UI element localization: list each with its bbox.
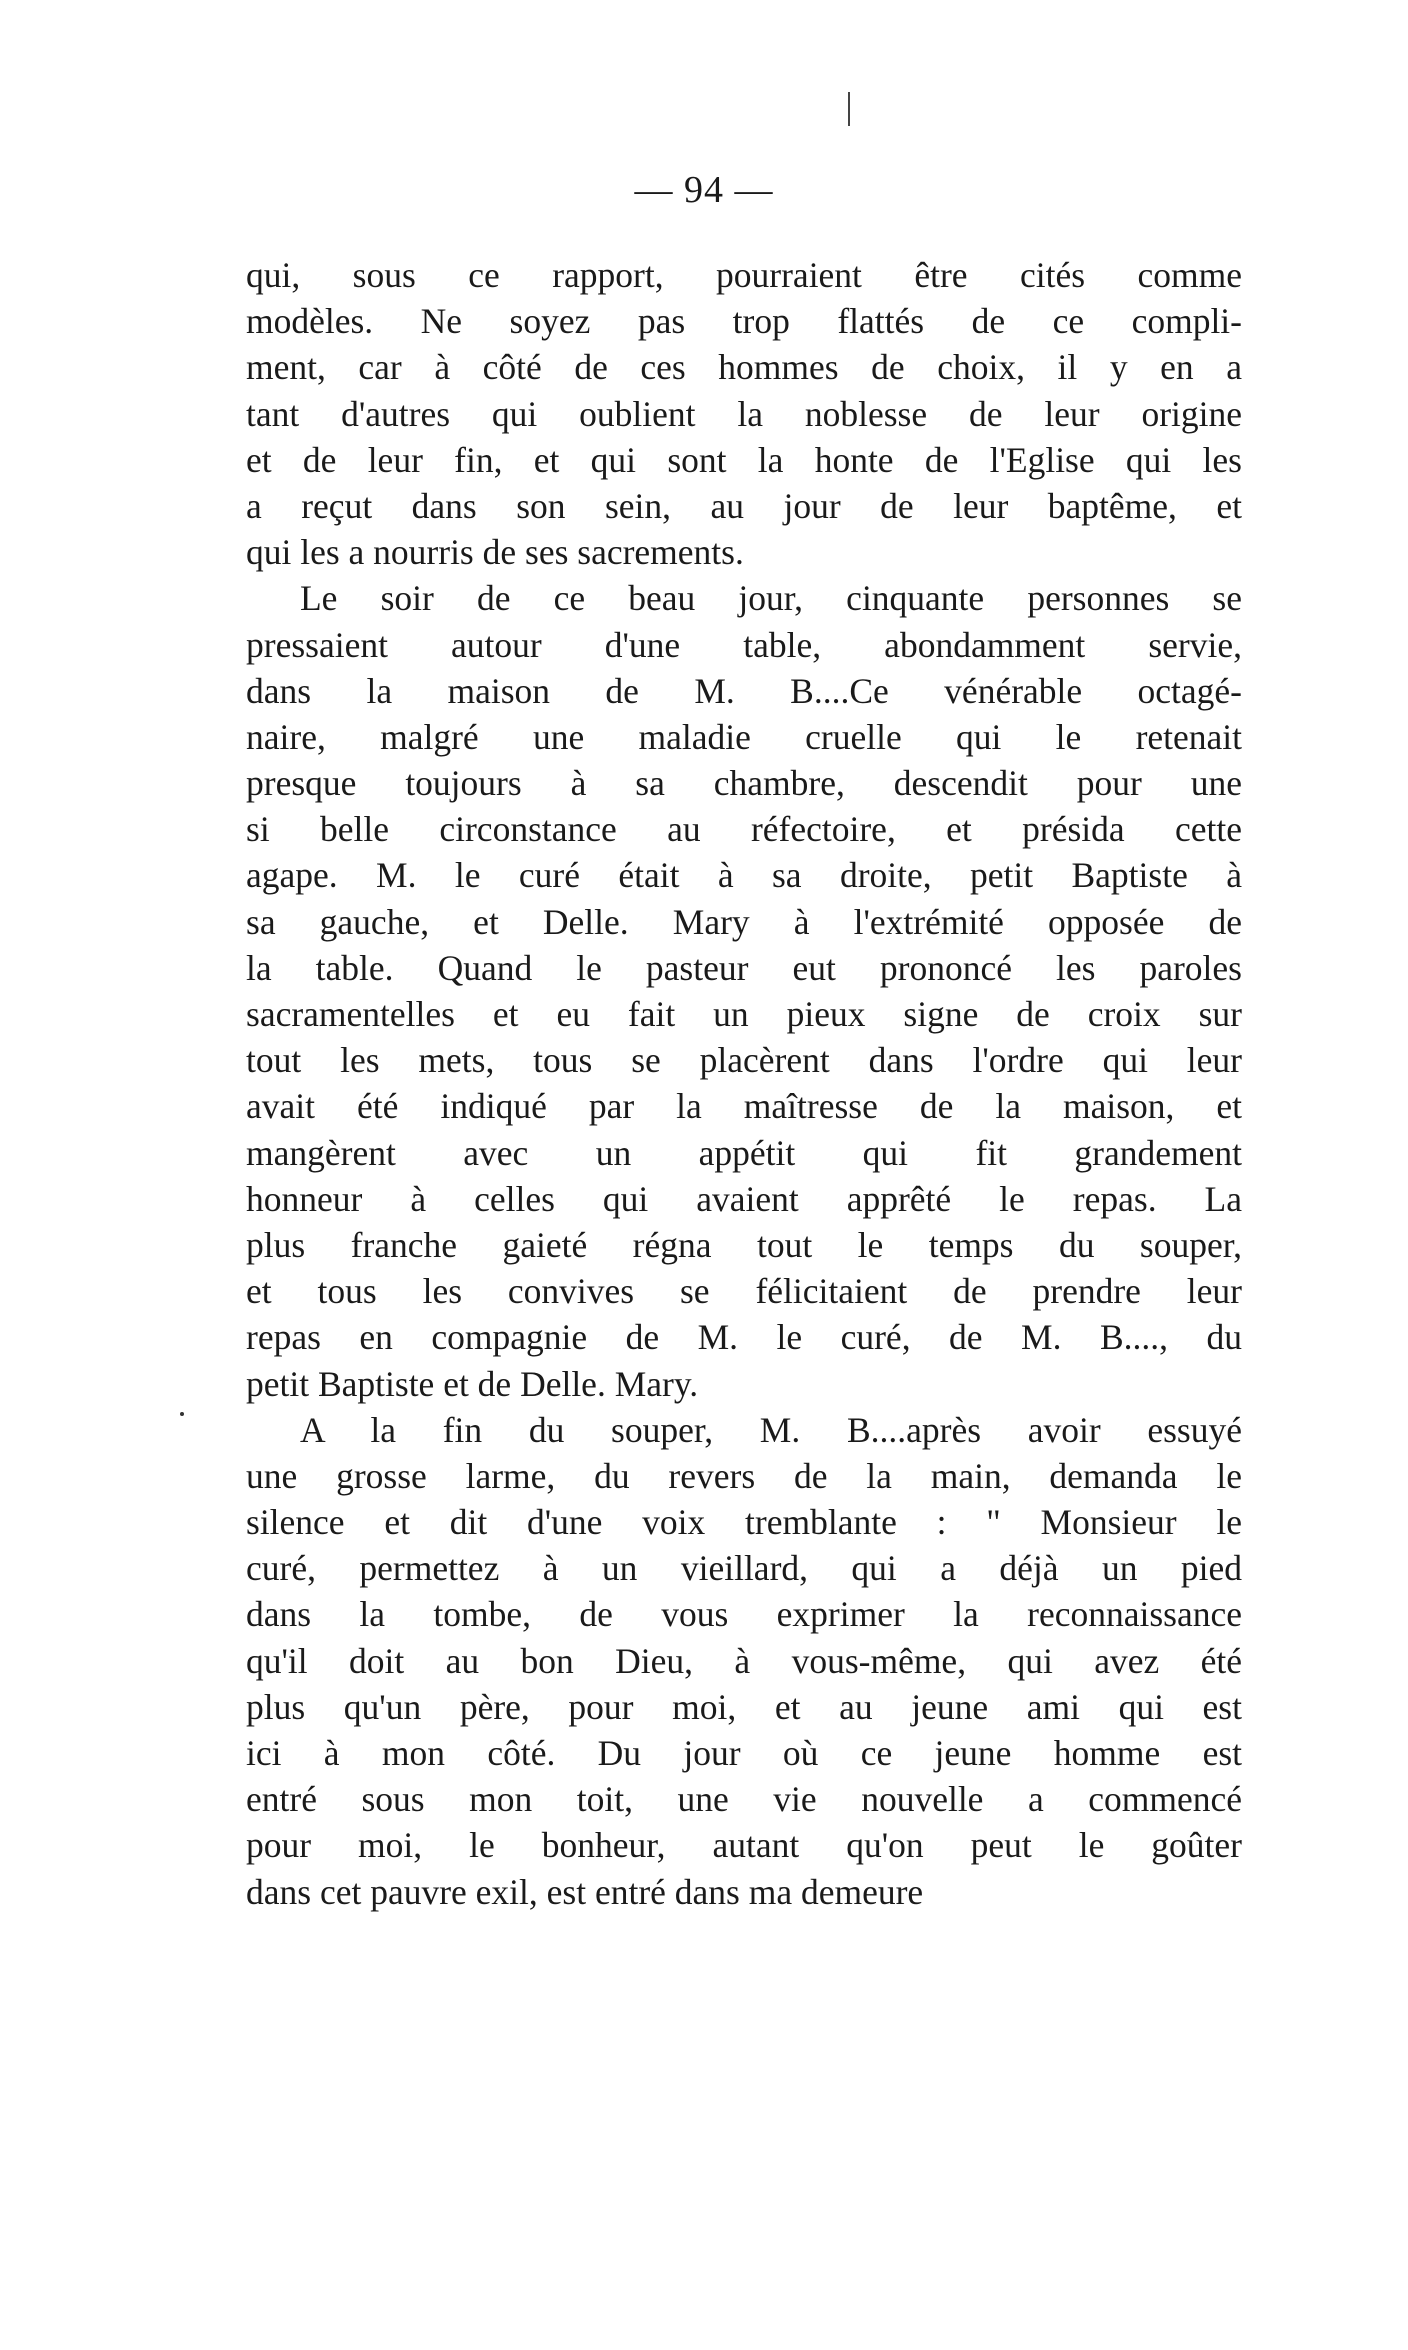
margin-mark [848,92,850,126]
text-line: ici à mon côté. Du jour où ce jeune homme est [246,1733,1242,1773]
text-line: A la fin du souper, M. B....après avoir essuyé [300,1409,1242,1450]
text-line: une grosse larme, du revers de la main, demanda le [246,1455,1242,1496]
paragraph [246,575,1242,1406]
text-line: plus franche gaieté régna tout le temps du souper, [246,1224,1242,1265]
text-line: dans la maison de M. B....Ce vénérable octagé- [246,670,1242,711]
text-line: qui les a nourris de ses sacrements. [246,532,744,573]
text-line: ment, car à côté de ces hommes de choix, il y en a [246,347,1242,388]
text-line: avait été indiqué par la maîtresse de la maison, et [246,1086,1242,1127]
margin-speck [180,1412,184,1416]
text-line: naire, malgré une maladie cruelle qui le retenait [246,716,1242,757]
text-line: honneur à celles qui avaient apprêté le repas. La [246,1178,1242,1219]
paragraph [246,252,1242,575]
text-line: presque toujours à sa chambre, descendit pour une [246,763,1242,804]
text-line: sa gauche, et Delle. Mary à l'extrémité opposée de [246,901,1242,942]
text-line: Le soir de ce beau jour, cinquante personnes se [300,578,1242,619]
text-line: agape. M. le curé était à sa droite, petit Baptiste à [246,855,1242,896]
text-line: si belle circonstance au réfectoire, et présida cette [246,809,1242,850]
paragraph [246,1407,1242,1915]
text-line: qui, sous ce rapport, pourraient être cités comme [246,255,1242,295]
text-line: modèles. Ne soyez pas trop flattés de ce compli- [246,301,1242,342]
text-line: dans cet pauvre exil, est entré dans ma demeure [246,1871,924,1912]
text-line: curé, permettez à un vieillard, qui a déjà un pied [246,1548,1242,1589]
text-line: tant d'autres qui oublient la noblesse de leur origine [246,393,1242,434]
text-line: petit Baptiste et de Delle. Mary. [246,1363,699,1404]
text-line: plus qu'un père, pour moi, et au jeune ami qui est [246,1686,1242,1727]
text-line: pressaient autour d'une table, abondamment servie, [246,624,1242,665]
text-line: et tous les convives se félicitaient de prendre leur [246,1271,1242,1312]
text-line: a reçut dans son sein, au jour de leur baptême, et [246,485,1242,526]
text-line: repas en compagnie de M. le curé, de M. B...., du [246,1317,1242,1358]
text-line: mangèrent avec un appétit qui fit grandement [246,1132,1242,1173]
text-line: qu'il doit au bon Dieu, à vous-même, qui avez été [246,1640,1242,1681]
body-text [246,252,1242,1915]
text-line: dans la tombe, de vous exprimer la reconnaissance [246,1594,1242,1635]
text-line: et de leur fin, et qui sont la honte de l'Eglise qui les [246,439,1242,480]
page-number: — 94 — [634,169,774,211]
text-line: la table. Quand le pasteur eut prononcé les paroles [246,947,1242,988]
text-line: silence et dit d'une voix tremblante : " Monsieur le [246,1502,1242,1543]
text-line: pour moi, le bonheur, autant qu'on peut le goûter [246,1825,1242,1866]
text-line: entré sous mon toit, une vie nouvelle a commencé [246,1779,1242,1820]
text-line: sacramentelles et eu fait un pieux signe de croix sur [246,994,1242,1034]
text-line: tout les mets, tous se placèrent dans l'ordre qui leur [246,1040,1242,1081]
